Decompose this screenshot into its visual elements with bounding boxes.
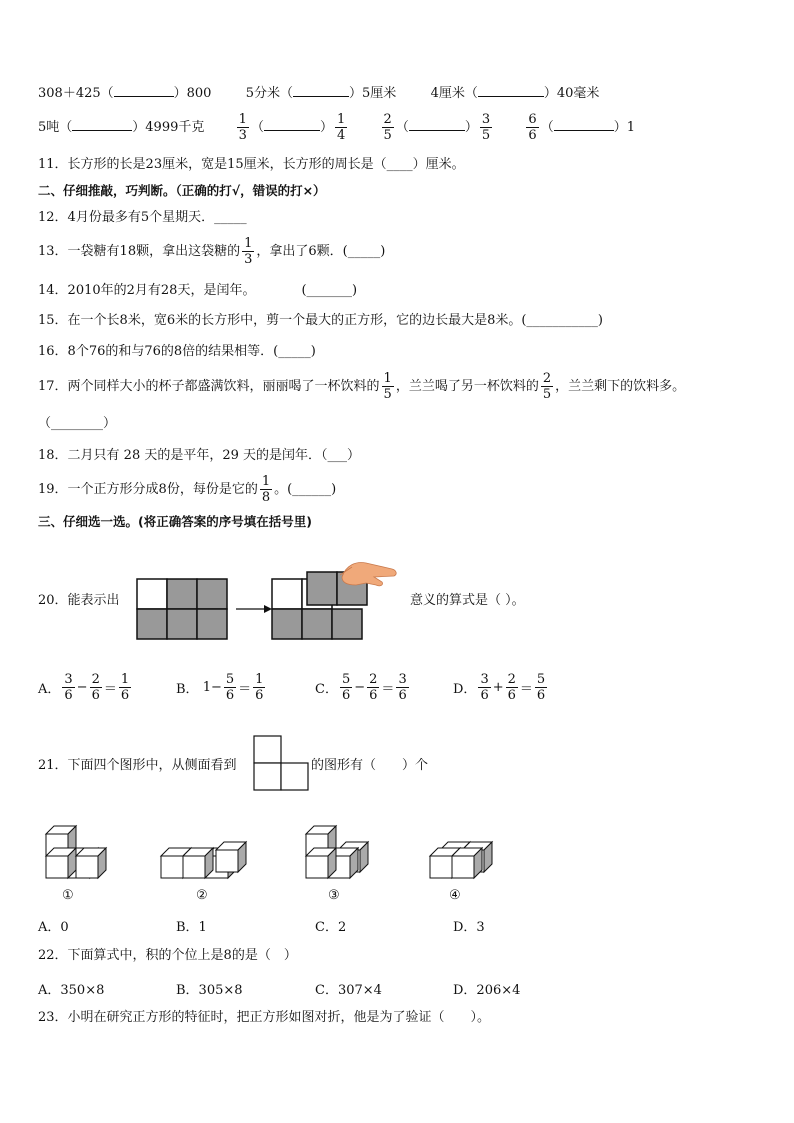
question-20-stem-end: 意义的算式是（ ）。 (410, 593, 525, 608)
option-20-c[interactable]: C． $\frac{5}{6}$ − $\frac{2}{6}$ ＝ $\frac{3}{6}$ (315, 672, 407, 703)
option-21-c[interactable]: C．2 (315, 920, 347, 935)
fraction: $\frac{2}{5}$ (383, 112, 392, 143)
grid-cell (137, 579, 167, 609)
cube-figure-1 (46, 826, 106, 878)
folding-diagram (130, 555, 410, 645)
question-19: 19．一个正方形分成8份，每份是它的 $\frac{1}{8}$ 。(______) (38, 474, 337, 505)
question-16: 16．8个76的和与76的8倍的结果相等．(_____) (38, 344, 316, 359)
answer-blank[interactable] (409, 118, 465, 131)
question-17: 17．两个同样大小的杯子都盛满饮料，丽丽喝了一杯饮料的 $\frac{1}{5}$ ，兰兰喝了另一杯饮料的 $\frac{2}{5}$ ，兰兰剩下的饮料多。 (38, 371, 686, 402)
option-20-d[interactable]: D． $\frac{3}{6}$ + $\frac{2}{6}$ ＝ $\frac{5}{6}$ (453, 672, 546, 703)
option-21-d[interactable]: D．3 (453, 920, 485, 935)
option-22-a[interactable]: A．350×8 (38, 983, 105, 998)
question-22: 22．下面算式中，积的个位上是8的是（ ） (38, 948, 297, 963)
compare-1a: 308＋425（ (38, 86, 114, 101)
answer-blank[interactable] (554, 118, 614, 131)
cube-figures (38, 822, 518, 912)
question-15: 15．在一个长8米，宽6米的长方形中，剪一个最大的正方形，它的边长最大是8米。(___________) (38, 313, 603, 328)
question-21-stem: 21．下面四个图形中，从侧面看到 (38, 758, 237, 773)
option-22-c[interactable]: C．307×4 (315, 983, 382, 998)
question-13: 13．一袋糖有18颗，拿出这袋糖的 $\frac{1}{3}$ ，拿出了6颗．(_____) (38, 236, 386, 267)
option-22-d[interactable]: D．206×4 (453, 983, 521, 998)
question-17-answer: （________） (38, 416, 117, 431)
option-20-b[interactable]: B． 1− $\frac{5}{6}$ ＝ $\frac{1}{6}$ (176, 672, 264, 703)
side-view-shape (253, 735, 309, 791)
answer-blank[interactable] (293, 84, 349, 97)
answer-blank[interactable] (478, 84, 544, 97)
option-21-a[interactable]: A．0 (38, 920, 69, 935)
figure-label-3: ③ (328, 888, 340, 903)
figure-label-1: ① (62, 888, 74, 903)
grid-cell (197, 609, 227, 639)
compare-1c: 4厘米（ (430, 86, 478, 101)
question-18: 18．二月只有 28 天的是平年，29 天的是闰年．（___） (38, 448, 361, 463)
hand-icon (340, 563, 396, 586)
grid-cell (167, 579, 197, 609)
grid-cell (167, 609, 197, 639)
fraction: $\frac{3}{5}$ (481, 112, 491, 143)
question-23: 23．小明在研究正方形的特征时，把正方形如图对折，他是为了验证（ ）。 (38, 1010, 491, 1025)
question-20-stem: 20．能表示出 (38, 593, 120, 608)
answer-blank[interactable] (264, 118, 320, 131)
cube-figure-3 (306, 826, 368, 878)
option-20-a[interactable]: A． $\frac{3}{6}$ − $\frac{2}{6}$ ＝ $\frac{1}{6}$ (38, 672, 130, 703)
cube-figure-4 (430, 842, 492, 878)
compare-row-1: 308＋425（ ）800 5分米（ ）5厘米 4厘米（ ）40毫米 (38, 86, 600, 101)
compare-1b: 5分米（ (245, 86, 294, 101)
question-14: 14．2010年的2月有28天，是闰年。 (_______) (38, 283, 358, 298)
section-2-heading: 二、仔细推敲，巧判断。（正确的打√，错误的打×） (38, 183, 326, 198)
question-21-stem-end: 的图形有（ ）个 (311, 758, 429, 773)
question-11: 11．长方形的长是23厘米，宽是15厘米，长方形的周长是（____）厘米。 (38, 157, 465, 172)
grid-cell (137, 609, 167, 639)
section-3-heading: 三、仔细选一选。(将正确答案的序号填在括号里) (38, 514, 312, 529)
question-12: 12．4月份最多有5个星期天．_____ (38, 210, 247, 225)
fraction: $\frac{1}{3}$ (238, 112, 247, 143)
figure-label-2: ② (196, 888, 208, 903)
option-21-b[interactable]: B．1 (176, 920, 207, 935)
cube-figure-2 (161, 842, 246, 878)
fraction: $\frac{1}{4}$ (336, 112, 346, 143)
answer-blank[interactable] (114, 84, 174, 97)
option-22-b[interactable]: B．305×8 (176, 983, 243, 998)
figure-label-4: ④ (449, 888, 461, 903)
grid-cell (197, 579, 227, 609)
fraction: $\frac{6}{6}$ (528, 112, 537, 143)
compare-row-2: 5吨（ ）4999千克 $\frac{1}{3}$ （ ） $\frac{1}{4}$ $\frac{2}{5}$ （ ） $\frac{3}{5}$ $\frac{6}{6}$ （ ）1 (38, 112, 635, 143)
answer-blank[interactable] (72, 118, 132, 131)
